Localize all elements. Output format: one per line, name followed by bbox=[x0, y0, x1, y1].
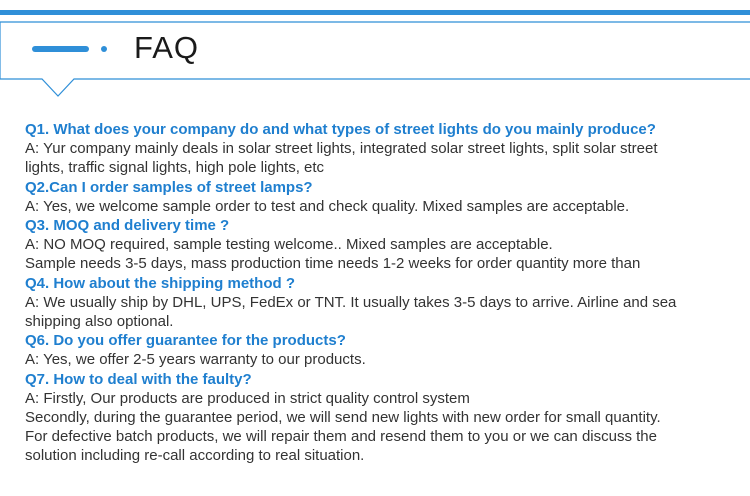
faq-question: Q4. How about the shipping method ? bbox=[25, 274, 295, 292]
faq-header bbox=[0, 0, 750, 100]
faq-list bbox=[25, 120, 737, 466]
faq-item-7 bbox=[25, 370, 737, 466]
faq-question: Q7. How to deal with the faulty? bbox=[25, 370, 252, 388]
faq-answer-line: A: Yes, we welcome sample order to test and check quality. Mixed samples are acceptable. bbox=[25, 197, 630, 215]
faq-item-6 bbox=[25, 331, 737, 369]
faq-answer-line: Secondly, during the guarantee period, we will send new lights with new order for small quantity. bbox=[25, 409, 661, 427]
faq-answer-line: solution including re-call according to real situation. bbox=[25, 447, 365, 465]
faq-answer-line: Sample needs 3-5 days, mass production time needs 1-2 weeks for order quantity more than bbox=[25, 255, 641, 273]
faq-item-2 bbox=[25, 178, 737, 216]
faq-answer-line: shipping also optional. bbox=[25, 313, 174, 331]
faq-answer-line: lights, traffic signal lights, high pole lights, etc bbox=[25, 159, 325, 177]
faq-question: Q1. What does your company do and what types of street lights do you mainly produce? bbox=[25, 121, 656, 138]
faq-answer-line: A: NO MOQ required, sample testing welcome.. Mixed samples are acceptable. bbox=[25, 236, 553, 254]
faq-answer-line: A: Yes, we offer 2-5 years warranty to our products. bbox=[25, 351, 366, 369]
faq-item-3 bbox=[25, 216, 737, 274]
header-decoration bbox=[0, 0, 750, 100]
page-title: FAQ bbox=[134, 30, 200, 65]
faq-item-1 bbox=[25, 120, 737, 178]
faq-question: Q3. MOQ and delivery time ? bbox=[25, 217, 230, 235]
faq-item-4 bbox=[25, 274, 737, 332]
faq-question: Q6. Do you offer guarantee for the products? bbox=[25, 332, 346, 350]
faq-answer-line: A: We usually ship by DHL, UPS, FedEx or TNT. It usually takes 3-5 days to arrive. Airline and sea bbox=[25, 293, 677, 311]
faq-answer-line: A: Firstly, Our products are produced in strict quality control system bbox=[25, 389, 470, 407]
faq-answer-line: For defective batch products, we will repair them and resend them to you or we can discuss the bbox=[25, 428, 657, 446]
faq-question: Q2.Can I order samples of street lamps? bbox=[25, 178, 313, 196]
faq-answer-line: A: Yur company mainly deals in solar street lights, integrated solar street lights, split solar street bbox=[25, 140, 658, 158]
